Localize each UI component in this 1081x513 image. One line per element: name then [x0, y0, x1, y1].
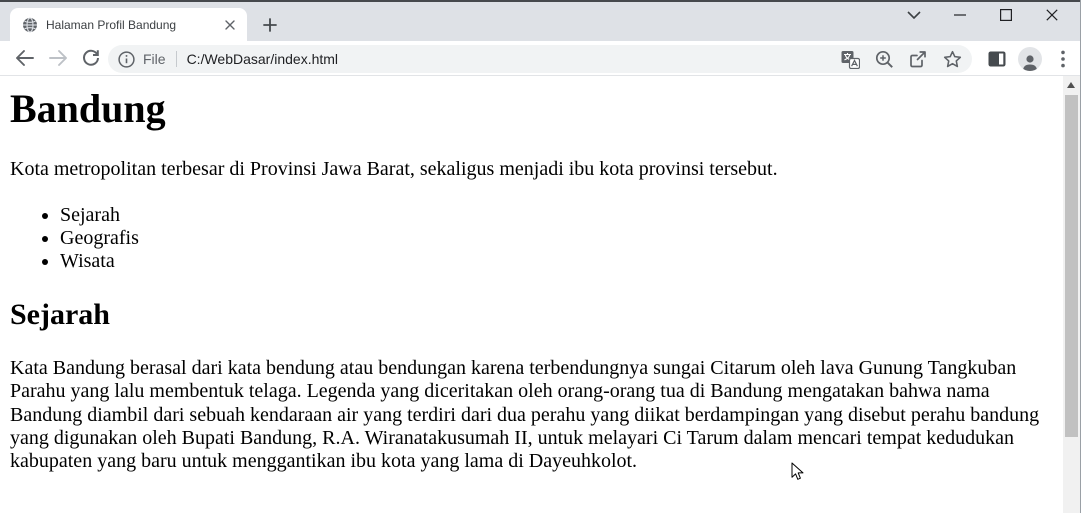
tab-close-icon[interactable]	[221, 16, 239, 34]
close-window-button[interactable]	[1029, 2, 1075, 28]
new-tab-button[interactable]	[258, 13, 282, 37]
globe-favicon-icon	[22, 17, 38, 33]
omnibox-actions	[840, 49, 962, 69]
list-item-geografis: • Geografis	[60, 227, 1054, 250]
maximize-button[interactable]	[983, 2, 1029, 28]
vertical-scrollbar[interactable]	[1063, 76, 1080, 513]
scrollbar-thumb[interactable]	[1065, 95, 1078, 437]
window-top-border	[0, 0, 1081, 2]
zoom-in-icon[interactable]	[874, 49, 894, 69]
translate-icon[interactable]	[840, 49, 860, 69]
toolbar-right-tools	[987, 44, 1073, 74]
browser-tab[interactable]	[10, 8, 247, 41]
page-info-icon[interactable]	[116, 49, 136, 69]
scroll-up-arrow-icon[interactable]	[1067, 82, 1075, 88]
page-content	[0, 76, 1064, 513]
url-scheme-label: File	[143, 51, 166, 67]
topic-list	[10, 204, 1054, 273]
bookmark-star-icon[interactable]	[942, 49, 962, 69]
forward-button[interactable]	[43, 43, 73, 73]
share-icon[interactable]	[908, 49, 928, 69]
intro-paragraph: Kota metropolitan terbesar di Provinsi Jawa Barat, sekaligus menjadi ibu kota provinsi tersebut.	[10, 158, 778, 180]
side-panel-icon[interactable]	[987, 49, 1007, 69]
section-paragraph: Kata Bandung berasal dari kata bendung atau bendungan karena terbendungnya sungai Citarum oleh lava Gunung Tangkuban Parahu yang lalu membentuk telaga. Legenda yang diceritakan oleh orang-orang tua di Bandung mengatakan bahwa nama Bandung diambil dari sebuah kendaraan air yang terdiri dari dua perahu yang diikat berdampingan yang disebut perahu bandung yang digunakan oleh Bupati Bandung, R.A. Wiranatakusumah II, untuk melayari Ci Tarum dalam mencari tempat kedudukan kabupaten yang baru untuk menggantikan ibu kota yang lama di Dayeuhkolot.	[10, 357, 1040, 472]
back-button[interactable]	[10, 43, 40, 73]
url-separator	[176, 51, 177, 67]
profile-avatar[interactable]	[1018, 47, 1042, 71]
kebab-menu-icon[interactable]	[1053, 49, 1073, 69]
browser-toolbar	[0, 41, 1081, 76]
page-title: Bandung	[10, 86, 166, 131]
window-controls	[891, 2, 1075, 30]
list-item-sejarah: • Sejarah	[60, 204, 1054, 227]
address-bar[interactable]	[108, 45, 972, 73]
reload-button[interactable]	[76, 43, 106, 73]
url-text: C:/WebDasar/index.html	[186, 51, 339, 67]
tab-title: Halaman Profil Bandung	[46, 17, 177, 32]
section-heading: Sejarah	[10, 298, 110, 332]
minimize-button[interactable]	[937, 2, 983, 28]
tab-search-chevron-icon[interactable]	[891, 2, 937, 28]
list-item-wisata: • Wisata	[60, 250, 1054, 273]
tab-strip	[0, 0, 1081, 41]
